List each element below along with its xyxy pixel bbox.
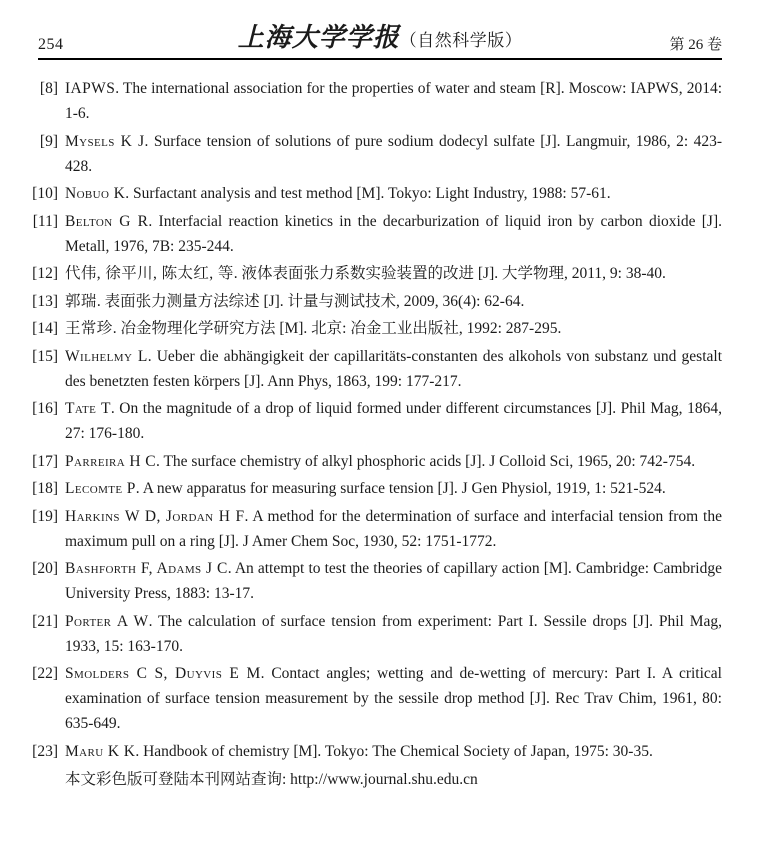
reference-text (65, 316, 722, 341)
reference-text (65, 181, 722, 206)
reference-text (65, 609, 722, 659)
reference-authors: Harkins W D, Jordan H F (65, 507, 245, 525)
reference-text (65, 739, 722, 764)
reference-body: . Contact angles; wetting and de-wetting of mercury: Part I. A critical examination of surface tension measurement by the sessile drop method [J]. Rec Trav Chim, 1961, 80: 635-649. (65, 665, 722, 732)
page-number: 254 (38, 36, 64, 53)
reference-item (32, 556, 722, 606)
reference-item (32, 76, 722, 126)
reference-number: [11] (32, 212, 58, 230)
reference-text (65, 504, 722, 554)
reference-authors: Bashforth F, Adams J C (65, 560, 228, 577)
reference-text (65, 396, 722, 446)
reference-authors: Parreira H C (65, 452, 156, 470)
volume-label: 第 26 卷 (669, 37, 722, 53)
reference-body: . A new apparatus for measuring surface tension [J]. J Gen Physiol, 1919, 1: 521-524. (135, 480, 666, 497)
reference-text (65, 449, 722, 474)
reference-body: . Handbook of chemistry [M]. Tokyo: The Chemical Society of Japan, 1975: 30-35. (135, 742, 653, 760)
reference-text (65, 261, 722, 286)
reference-body: . Surface tension of solutions of pure sodium dodecyl sulfate [J]. Langmuir, 1986, 2: 423-428. (65, 132, 722, 175)
reference-item (32, 289, 722, 314)
reference-authors: Porter A W (65, 612, 149, 630)
reference-authors: Wilhelmy L (65, 347, 148, 365)
reference-authors: Mysels K J (65, 132, 145, 150)
reference-number: [12] (32, 265, 58, 282)
reference-text (65, 344, 722, 394)
footer-note: 本文彩色版可登陆本刊网站查询: http://www.journal.shu.edu.cn (65, 770, 478, 788)
reference-authors: 代伟, 徐平川, 陈太红, 等 (65, 265, 234, 282)
reference-authors: 郭瑞 (65, 292, 97, 310)
reference-number: [19] (32, 507, 58, 525)
reference-number: [10] (32, 185, 58, 202)
reference-body: . Ueber die abhängigkeit der capillaritäts-constanten des alkohols von substanz und gestalt des benetzten festen körpers [J]. Ann Phys, 1863, 199: 177-217. (65, 347, 723, 390)
reference-item (32, 449, 722, 474)
reference-item (32, 739, 722, 764)
reference-item (32, 504, 722, 554)
reference-authors: 王常珍 (65, 320, 113, 337)
reference-number: [21] (32, 612, 58, 630)
reference-item (32, 344, 722, 394)
reference-item (32, 261, 722, 286)
reference-body: . Interfacial reaction kinetics in the decarburization of liquid iron by carbon dioxide [J]. Metall, 1976, 7B: 235-244. (65, 212, 722, 255)
reference-number: [23] (32, 742, 58, 760)
reference-body: . A method for the determination of surface and interfacial tension from the maximum pull on a ring [J]. J Amer Chem Soc, 1930, 52: 1751-1772. (65, 507, 722, 550)
reference-authors: Maru K K (65, 742, 136, 760)
reference-text (65, 556, 722, 606)
reference-authors: IAPWS (65, 80, 116, 97)
reference-authors: Nobuo K (65, 185, 126, 202)
reference-text (65, 476, 722, 501)
reference-body: . On the magnitude of a drop of liquid formed under different circumstances [J]. Phil Mag, 1864, 27: 176-180. (65, 400, 722, 442)
reference-item (32, 209, 722, 259)
reference-number: [17] (32, 452, 58, 470)
journal-title (38, 17, 722, 54)
reference-number: [22] (32, 665, 58, 682)
reference-item (32, 476, 722, 501)
reference-item (32, 316, 722, 341)
reference-body: . Surfactant analysis and test method [M]. Tokyo: Light Industry, 1988: 57-61. (125, 185, 611, 202)
running-head (38, 0, 722, 58)
reference-body: . 冶金物理化学研究方法 [M]. 北京: 冶金工业出版社, 1992: 287-295. (112, 320, 562, 337)
reference-text (65, 129, 722, 179)
reference-number: [16] (32, 400, 58, 417)
journal-subtitle: （自然科学版） (399, 31, 523, 50)
reference-number: [15] (32, 347, 58, 365)
reference-item (32, 181, 722, 206)
reference-body: . The surface chemistry of alkyl phosphoric acids [J]. J Colloid Sci, 1965, 20: 742-754. (155, 452, 696, 470)
reference-item (32, 661, 722, 736)
reference-number: [8] (39, 80, 58, 97)
reference-number: [14] (32, 320, 58, 337)
reference-body: . An attempt to test the theories of capillary action [M]. Cambridge: Cambridge University Press, 1883: 13-17. (65, 560, 722, 602)
reference-number: [9] (39, 132, 58, 150)
reference-body: . The calculation of surface tension from experiment: Part I. Sessile drops [J]. Phil Mag, 1933, 15: 163-170. (65, 612, 722, 655)
reference-body: . 液体表面张力系数实验装置的改进 [J]. 大学物理, 2011, 9: 38-40. (233, 265, 666, 282)
reference-list (32, 76, 722, 764)
reference-item (32, 396, 722, 446)
reference-body: . 表面张力测量方法综述 [J]. 计量与测试技术, 2009, 36(4): 62-64. (96, 292, 525, 310)
reference-item (32, 609, 722, 659)
reference-text (65, 209, 722, 259)
reference-number: [18] (32, 480, 58, 497)
reference-authors: Tate T (65, 400, 111, 417)
reference-text (65, 661, 722, 736)
reference-item (32, 129, 722, 179)
reference-text (65, 76, 722, 126)
reference-body: . The international association for the properties of water and steam [R]. Moscow: IAPWS, 2014: 1-6. (65, 80, 722, 122)
reference-authors: Lecomte P (65, 480, 136, 497)
reference-text (65, 289, 722, 314)
reference-number: [20] (32, 560, 58, 577)
header-rule (38, 58, 722, 60)
reference-authors: Belton G R (65, 212, 149, 230)
reference-authors: Smolders C S, Duyvis E M (65, 665, 261, 682)
reference-number: [13] (32, 292, 58, 310)
journal-title-script: 上海大学学报 (237, 23, 400, 52)
